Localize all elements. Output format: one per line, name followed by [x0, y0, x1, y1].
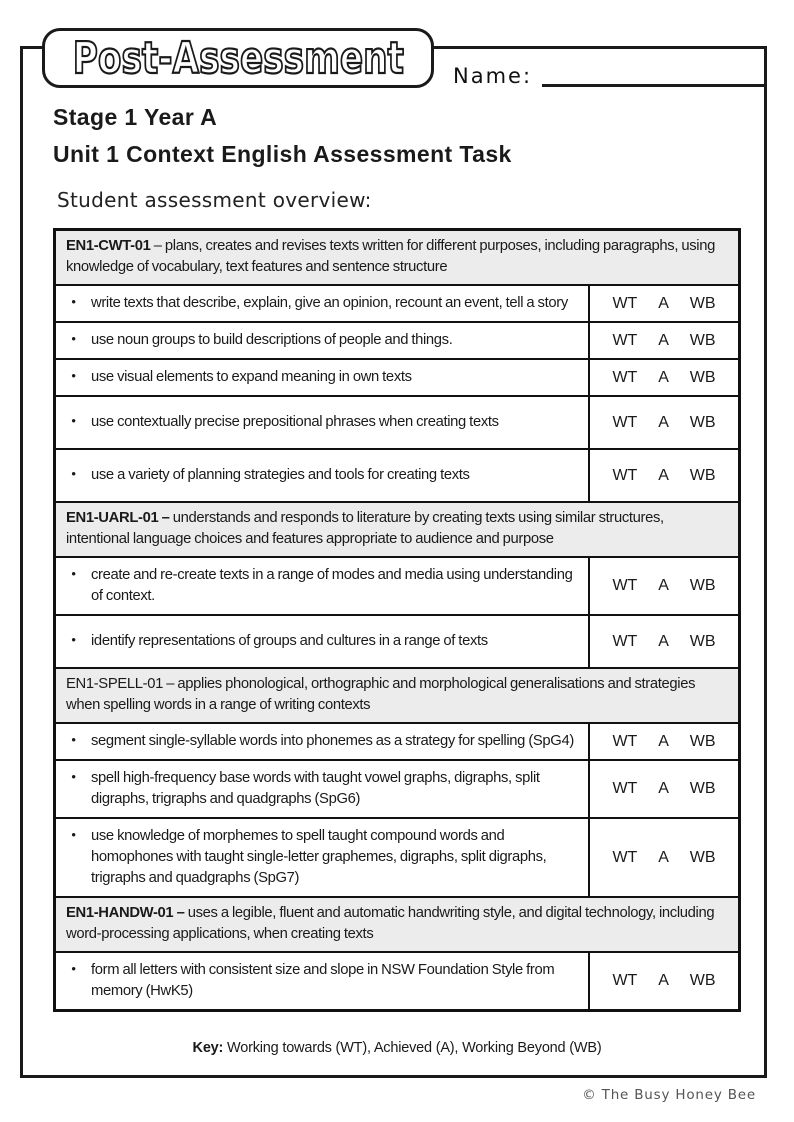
rating-wb[interactable]: WB — [689, 972, 716, 989]
outcome-code: EN1-CWT-01 — [66, 238, 151, 254]
criterion-row — [56, 358, 738, 395]
criterion-cell — [56, 724, 588, 759]
rating-cell — [588, 761, 738, 817]
rating-wt[interactable]: WT — [612, 577, 638, 594]
criterion-cell — [56, 761, 588, 817]
criterion-cell — [56, 397, 588, 448]
rating-a[interactable]: A — [658, 577, 669, 594]
outcome-description: – plans, creates and revises texts written for different purposes, including paragraphs, using knowledge of vocabulary, text features and sentence structure — [66, 238, 716, 275]
rating-wb[interactable]: WB — [689, 848, 716, 866]
criterion-cell — [56, 819, 588, 896]
rating-wb[interactable]: WB — [689, 732, 716, 750]
criterion-row — [56, 448, 738, 501]
criterion-cell — [56, 323, 588, 358]
bullet-icon: • — [71, 732, 76, 747]
rating-wt[interactable]: WT — [612, 413, 638, 431]
rating-wt[interactable]: WT — [612, 780, 638, 797]
criterion-cell — [56, 616, 588, 667]
rating-cell — [588, 558, 738, 614]
criterion-row — [56, 321, 738, 358]
outcome-description: EN1-SPELL-01 – applies phonological, orthographic and morphological generalisations and strategies when spelling words in a range of writing contexts — [66, 676, 696, 713]
bullet-icon: • — [71, 413, 76, 428]
criterion-row — [56, 395, 738, 448]
rating-a[interactable]: A — [658, 331, 669, 349]
bullet-icon: • — [71, 466, 76, 481]
rating-a[interactable]: A — [658, 413, 669, 431]
bullet-icon: • — [71, 566, 76, 581]
assessment-table — [53, 228, 741, 1012]
footer-credit: © The Busy Honey Bee — [582, 1087, 756, 1103]
bullet-icon: • — [71, 769, 76, 784]
rating-a[interactable]: A — [658, 848, 669, 866]
criterion-text: write texts that describe, explain, give an opinion, recount an event, tell a story — [91, 295, 568, 311]
criterion-text: create and re-create texts in a range of modes and media using understanding of context. — [91, 567, 573, 604]
rating-a[interactable]: A — [658, 972, 669, 989]
criterion-row — [56, 759, 738, 817]
criterion-cell — [56, 286, 588, 321]
outcome-code: EN1-HANDW-01 – — [66, 905, 185, 921]
rating-a[interactable]: A — [658, 368, 669, 386]
rating-a[interactable]: A — [658, 780, 669, 797]
name-row — [453, 64, 764, 88]
rating-wb[interactable]: WB — [689, 577, 716, 594]
rating-wt[interactable]: WT — [612, 294, 638, 312]
outcome-header-handw — [56, 896, 738, 951]
criterion-cell — [56, 953, 588, 1009]
rating-a[interactable]: A — [658, 466, 669, 484]
bullet-icon: • — [71, 961, 76, 976]
overview-label: Student assessment overview: — [57, 188, 372, 212]
rating-cell — [588, 616, 738, 667]
rating-wt[interactable]: WT — [612, 848, 638, 866]
criterion-text: spell high-frequency base words with taught vowel graphs, digraphs, split digraphs, trigraphs and quadgraphs (SpG6) — [91, 770, 540, 807]
rating-wt[interactable]: WT — [612, 732, 638, 750]
outcome-code: EN1-UARL-01 – — [66, 510, 170, 526]
rating-wb[interactable]: WB — [689, 466, 716, 484]
rating-wb[interactable]: WB — [689, 413, 716, 431]
criterion-row — [56, 556, 738, 614]
bullet-icon: • — [71, 331, 76, 346]
rating-cell — [588, 397, 738, 448]
criterion-row — [56, 284, 738, 321]
rating-cell — [588, 819, 738, 896]
criterion-text: form all letters with consistent size and slope in NSW Foundation Style from memory (HwK5) — [91, 962, 555, 999]
name-label: Name: — [453, 64, 533, 88]
rating-a[interactable]: A — [658, 732, 669, 750]
criterion-cell — [56, 450, 588, 501]
rating-cell — [588, 450, 738, 501]
bullet-icon: • — [71, 368, 76, 383]
criterion-text: use knowledge of morphemes to spell taught compound words and homophones with taught single-letter graphemes, digraphs, split digraphs, trigraphs and quadgraphs (SpG7) — [91, 828, 547, 886]
rating-cell — [588, 360, 738, 395]
key-line — [53, 1040, 741, 1056]
criterion-cell — [56, 360, 588, 395]
criterion-text: use a variety of planning strategies and tools for creating texts — [91, 467, 470, 483]
criterion-text: use noun groups to build descriptions of people and things. — [91, 332, 453, 348]
page-title: Post-Assessment — [72, 32, 404, 84]
rating-wt[interactable]: WT — [612, 331, 638, 349]
rating-cell — [588, 724, 738, 759]
unit-heading: Unit 1 Context English Assessment Task — [53, 141, 512, 167]
outcome-header-uarl — [56, 501, 738, 556]
rating-wt[interactable]: WT — [612, 972, 638, 989]
criterion-text: identify representations of groups and cultures in a range of texts — [91, 633, 488, 649]
outcome-description: uses a legible, fluent and automatic handwriting style, and digital technology, including word-processing applications, when creating texts — [66, 905, 715, 942]
criterion-text: use contextually precise prepositional phrases when creating texts — [91, 414, 499, 430]
criterion-text: use visual elements to expand meaning in own texts — [91, 369, 412, 385]
rating-cell — [588, 953, 738, 1009]
stage-heading: Stage 1 Year A — [53, 104, 218, 130]
rating-wb[interactable]: WB — [689, 780, 716, 797]
rating-wb[interactable]: WB — [689, 331, 716, 349]
key-text: Working towards (WT), Achieved (A), Working Beyond (WB) — [223, 1040, 602, 1056]
outcome-header-cwt — [56, 231, 738, 284]
rating-wt[interactable]: WT — [612, 632, 638, 650]
rating-wb[interactable]: WB — [689, 368, 716, 386]
rating-wt[interactable]: WT — [612, 368, 638, 386]
bullet-icon: • — [71, 632, 76, 647]
rating-cell — [588, 323, 738, 358]
rating-wt[interactable]: WT — [612, 466, 638, 484]
title-badge — [42, 28, 434, 88]
rating-a[interactable]: A — [658, 294, 669, 312]
bullet-icon: • — [71, 827, 76, 842]
key-label: Key: — [192, 1040, 224, 1056]
rating-wb[interactable]: WB — [689, 294, 716, 312]
criterion-text: segment single-syllable words into phonemes as a strategy for spelling (SpG4) — [91, 733, 574, 749]
bullet-icon: • — [71, 294, 76, 309]
rating-wb[interactable]: WB — [689, 632, 716, 650]
rating-cell — [588, 286, 738, 321]
criterion-cell — [56, 558, 588, 614]
criterion-row — [56, 817, 738, 896]
criterion-row — [56, 614, 738, 667]
outcome-header-spell — [56, 667, 738, 722]
outcome-description: understands and responds to literature by creating texts using similar structures, intentional language choices and features appropriate to audience and purpose — [66, 510, 664, 547]
name-input-line[interactable] — [542, 83, 764, 87]
rating-a[interactable]: A — [658, 632, 669, 650]
criterion-row — [56, 722, 738, 759]
criterion-row — [56, 951, 738, 1009]
